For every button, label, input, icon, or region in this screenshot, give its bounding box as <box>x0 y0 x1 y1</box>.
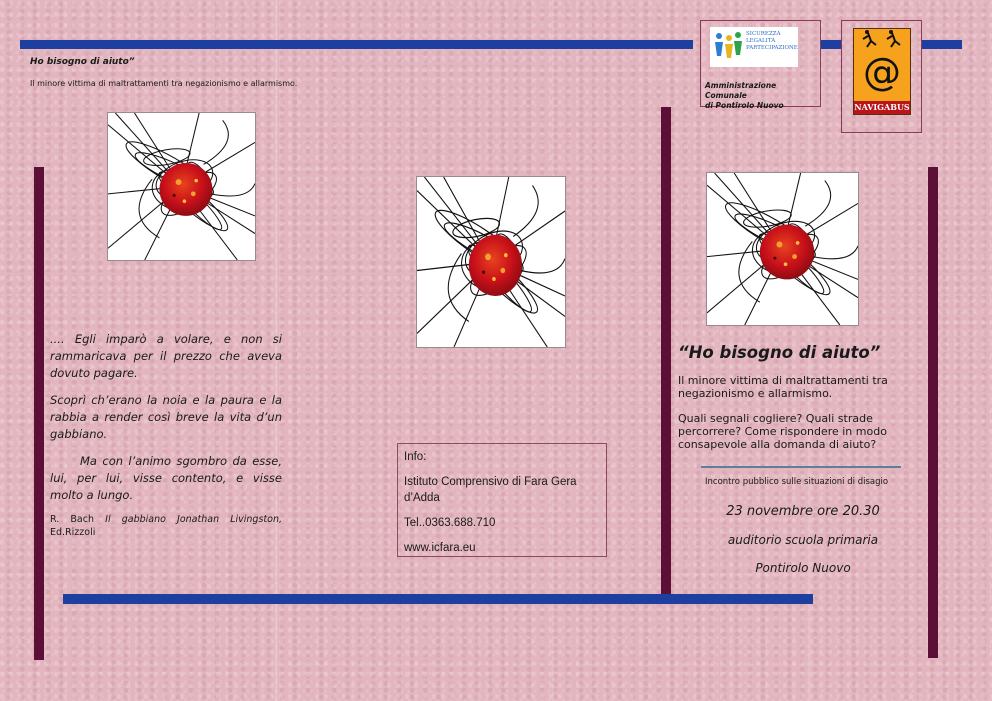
people-icon <box>711 28 745 66</box>
sun-image-middle <box>416 176 566 348</box>
middle-purple-bar <box>661 107 671 594</box>
bottom-blue-bar <box>63 594 813 604</box>
badge-line: LEGALITÀ <box>746 38 776 44</box>
sun-illustration <box>707 173 858 325</box>
navigabus-logo-box <box>841 20 922 133</box>
event-date: 23 novembre ore 20.30 <box>726 504 880 519</box>
badge-line: SICUREZZA <box>746 31 781 37</box>
citation-author: R. Bach <box>50 514 94 525</box>
event-subtitle: Il minore vittima di maltrattamenti tra negazionismo e allarmismo. <box>678 374 888 400</box>
school-name: Istituto Comprensivo di Fara Gera d’Adda <box>404 476 577 504</box>
quote-citation <box>50 513 282 539</box>
sun-illustration <box>108 113 255 260</box>
info-box <box>397 443 607 557</box>
event-title: “Ho bisogno di aiuto” <box>678 343 881 362</box>
divider-line <box>701 466 901 468</box>
info-label: Info: <box>404 451 427 463</box>
sun-image-right <box>706 172 859 326</box>
badge-line: PARTECIPAZIONE <box>746 45 798 51</box>
top-blue-bar-right <box>922 40 962 49</box>
svg-text:@: @ <box>863 50 901 94</box>
citation-title: Il gabbiano Jonathan Livingston, <box>105 514 282 525</box>
navigabus-logo <box>853 28 911 115</box>
navigabus-label: NAVIGABUS <box>854 102 910 112</box>
badge-text <box>746 31 798 52</box>
left-purple-bar <box>34 167 44 660</box>
sun-image-left <box>107 112 256 261</box>
top-blue-bar-left <box>20 40 693 49</box>
quote-paragraph: .... Egli imparò a volare, e non si rammaricava per il prezzo che aveva dovuto pagare. <box>50 332 282 380</box>
phone-number: Tel..0363.688.710 <box>404 517 496 529</box>
security-badge <box>710 27 798 67</box>
left-header-subtitle: Il minore vittima di maltrattamenti tra negazionismo e allarmismo. <box>30 79 298 88</box>
event-town: Pontirolo Nuovo <box>755 561 851 575</box>
municipality-logo-box <box>700 20 821 110</box>
event-questions: Quali segnali cogliere? Quali strade percorrere? Come rispondere in modo consapevole alla domanda di aiuto? <box>678 412 887 451</box>
website-link[interactable]: www.icfara.eu <box>404 542 476 554</box>
quote-block <box>50 331 282 514</box>
at-sign-icon <box>854 29 910 101</box>
municipality-caption <box>705 81 820 111</box>
caption-line: di Pontirolo Nuovo <box>705 101 784 110</box>
left-header-title: Ho bisogno di aiuto” <box>30 57 135 67</box>
quote-paragraph: Ma con l’animo sgombro da esse, lui, per lui, visse contento, e visse molto a lungo. <box>50 454 282 502</box>
meeting-description: Incontro pubblico sulle situazioni di disagio <box>705 477 889 487</box>
event-venue: auditorio scuola primaria <box>727 533 879 547</box>
sun-illustration <box>417 177 565 347</box>
right-purple-bar <box>928 167 938 658</box>
caption-line: Amministrazione Comunale <box>705 81 777 100</box>
top-blue-bar-mid <box>821 40 841 49</box>
citation-publisher: Ed.Rizzoli <box>50 527 96 538</box>
quote-paragraph: Scoprì ch’erano la noia e la paura e la rabbia a render così breve la vita d’un gabbiano. <box>50 393 282 441</box>
